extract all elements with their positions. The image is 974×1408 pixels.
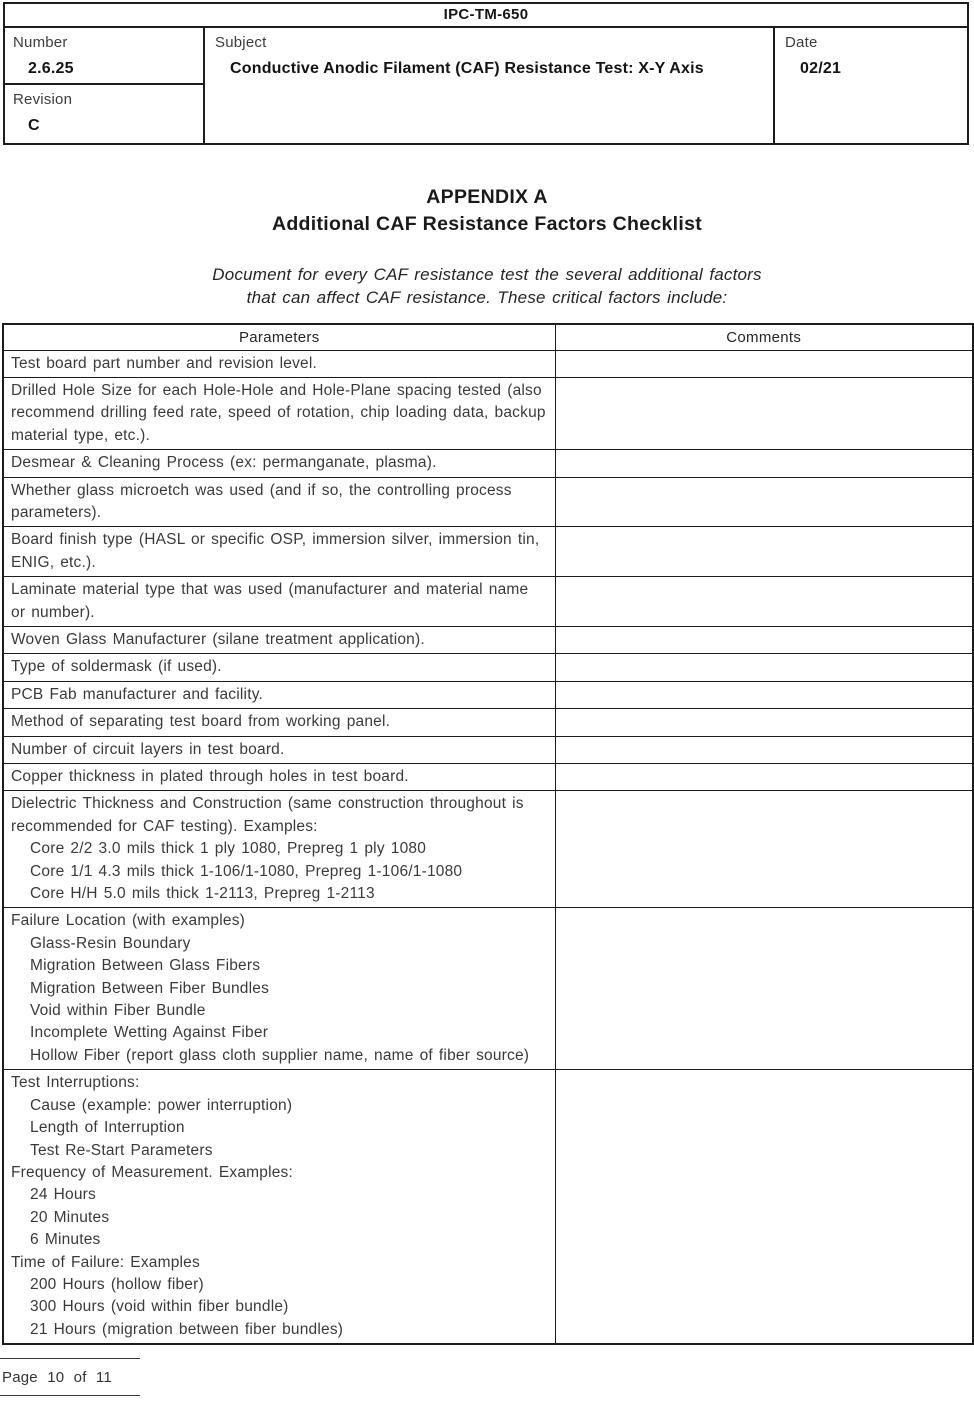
revision-value: C <box>28 117 40 134</box>
parameter-cell <box>3 764 555 791</box>
parameter-line: Migration Between Glass Fibers <box>30 957 261 975</box>
parameter-cell <box>3 709 555 736</box>
parameter-line: Frequency of Measurement. Examples: <box>11 1163 294 1181</box>
parameter-line: Board finish type (HASL or specific OSP, immersion silver, immersion tin, ENIG, etc.). <box>11 531 540 571</box>
table-row <box>3 477 973 527</box>
parameter-line: Type of soldermask (if used). <box>11 658 222 676</box>
parameter-line: Hollow Fiber (report glass cloth supplier name, name of fiber source) <box>30 1046 530 1064</box>
date-value: 02/21 <box>800 60 842 77</box>
parameters-column-header: Parameters <box>3 324 555 350</box>
parameter-cell <box>3 654 555 681</box>
parameter-line: 300 Hours (void within fiber bundle) <box>30 1298 289 1316</box>
parameter-line: Copper thickness in plated through holes in test board. <box>11 768 409 785</box>
comment-cell <box>555 791 973 908</box>
parameter-line: PCB Fab manufacturer and facility. <box>11 685 264 703</box>
parameter-cell <box>3 350 555 377</box>
parameter-cell <box>3 626 555 653</box>
parameter-line: Method of separating test board from working panel. <box>11 713 391 731</box>
comment-cell <box>555 450 973 477</box>
table-row <box>3 1070 973 1344</box>
comment-cell <box>555 654 973 681</box>
appendix-title: APPENDIX A <box>426 186 548 208</box>
parameter-line: Dielectric Thickness and Construction (same construction throughout is recommended for CAF testing). Examples: <box>11 795 524 835</box>
number-cell <box>5 28 203 85</box>
table-row <box>3 626 973 653</box>
table-row <box>3 577 973 627</box>
parameter-line: Core H/H 5.0 mils thick 1-2113, Prepreg 1-2113 <box>30 885 375 903</box>
parameter-cell <box>3 791 555 908</box>
intro-paragraph <box>0 263 974 309</box>
table-row <box>3 654 973 681</box>
parameter-cell <box>3 736 555 763</box>
number-revision-column <box>5 28 205 143</box>
comments-column-header: Comments <box>555 324 973 350</box>
comment-cell <box>555 1070 973 1344</box>
comment-cell <box>555 377 973 449</box>
parameter-line: 24 Hours <box>30 1186 96 1204</box>
subject-value: Conductive Anodic Filament (CAF) Resistance Test: X-Y Axis <box>230 60 704 77</box>
parameter-line: Whether glass microetch was used (and if so, the controlling process parameters). <box>11 481 512 521</box>
parameter-cell <box>3 477 555 527</box>
parameter-line: Glass-Resin Boundary <box>30 934 191 952</box>
parameter-line: Migration Between Fiber Bundles <box>30 979 270 997</box>
parameter-line: Time of Failure: Examples <box>11 1253 200 1271</box>
doc-header-table <box>3 2 969 145</box>
intro-line-2: that can affect CAF resistance. These critical factors include: <box>246 288 728 307</box>
comment-cell <box>555 736 973 763</box>
parameter-line: Core 1/1 4.3 mils thick 1-106/1-1080, Prepreg 1-106/1-1080 <box>30 862 463 880</box>
parameter-line: Length of Interruption <box>30 1119 185 1137</box>
comment-cell <box>555 527 973 577</box>
comment-cell <box>555 681 973 708</box>
comment-cell <box>555 477 973 527</box>
checklist-header-row <box>3 324 973 350</box>
parameter-line: 200 Hours (hollow fiber) <box>30 1275 204 1293</box>
date-label: Date <box>785 34 818 51</box>
parameter-line: Void within Fiber Bundle <box>30 1002 206 1020</box>
parameter-cell <box>3 908 555 1070</box>
table-row <box>3 450 973 477</box>
table-row <box>3 350 973 377</box>
parameter-cell <box>3 577 555 627</box>
parameter-line: Test board part number and revision level. <box>11 354 318 372</box>
table-row <box>3 736 973 763</box>
table-row <box>3 791 973 908</box>
parameter-cell <box>3 1070 555 1344</box>
subject-cell <box>205 28 773 143</box>
comment-cell <box>555 709 973 736</box>
checklist-table <box>2 323 974 1345</box>
parameter-line: Cause (example: power interruption) <box>30 1096 293 1114</box>
parameter-line: Incomplete Wetting Against Fiber <box>30 1024 269 1042</box>
table-row <box>3 377 973 449</box>
parameter-cell <box>3 377 555 449</box>
revision-cell <box>5 85 203 143</box>
parameter-line: Desmear & Cleaning Process (ex: permanganate, plasma). <box>11 454 437 472</box>
date-cell <box>773 28 967 143</box>
checklist-body <box>3 350 973 1344</box>
footer-rule-top <box>0 1358 140 1359</box>
parameter-line: Number of circuit layers in test board. <box>11 740 285 758</box>
comment-cell <box>555 908 973 1070</box>
comment-cell <box>555 350 973 377</box>
table-row <box>3 908 973 1070</box>
parameter-line: Drilled Hole Size for each Hole-Hole and Hole-Plane spacing tested (also recommend drilling feed rate, speed of rotation, chip loading data, backup material type, etc.). <box>11 381 546 444</box>
parameter-line: 6 Minutes <box>30 1231 101 1249</box>
comment-cell <box>555 577 973 627</box>
parameter-line: Core 2/2 3.0 mils thick 1 ply 1080, Prepreg 1 ply 1080 <box>30 840 427 858</box>
page-number: Page 10 of 11 <box>2 1369 112 1386</box>
number-label: Number <box>13 34 68 51</box>
parameter-cell <box>3 681 555 708</box>
doc-header-grid <box>5 28 967 143</box>
standard-title: IPC-TM-650 <box>5 4 967 28</box>
revision-label: Revision <box>13 91 73 108</box>
number-value: 2.6.25 <box>28 60 74 77</box>
table-row <box>3 527 973 577</box>
parameter-line: 21 Hours (migration between fiber bundles) <box>30 1320 344 1338</box>
parameter-cell <box>3 450 555 477</box>
parameter-line: Test Interruptions: <box>11 1074 140 1092</box>
parameter-line: Woven Glass Manufacturer (silane treatment application). <box>11 630 425 648</box>
parameter-cell <box>3 527 555 577</box>
page-footer <box>0 1358 220 1396</box>
comment-cell <box>555 764 973 791</box>
appendix-heading <box>0 186 974 236</box>
parameter-line: Test Re-Start Parameters <box>30 1141 213 1159</box>
parameter-line: 20 Minutes <box>30 1208 110 1226</box>
table-row <box>3 709 973 736</box>
parameter-line: Failure Location (with examples) <box>11 912 246 930</box>
table-row <box>3 764 973 791</box>
table-row <box>3 681 973 708</box>
intro-line-1: Document for every CAF resistance test the several additional factors <box>212 265 762 284</box>
comment-cell <box>555 626 973 653</box>
appendix-subtitle: Additional CAF Resistance Factors Checklist <box>271 213 703 235</box>
footer-rule-bottom <box>0 1395 140 1396</box>
subject-label: Subject <box>215 34 267 51</box>
parameter-line: Laminate material type that was used (manufacturer and material name or number). <box>11 581 529 621</box>
